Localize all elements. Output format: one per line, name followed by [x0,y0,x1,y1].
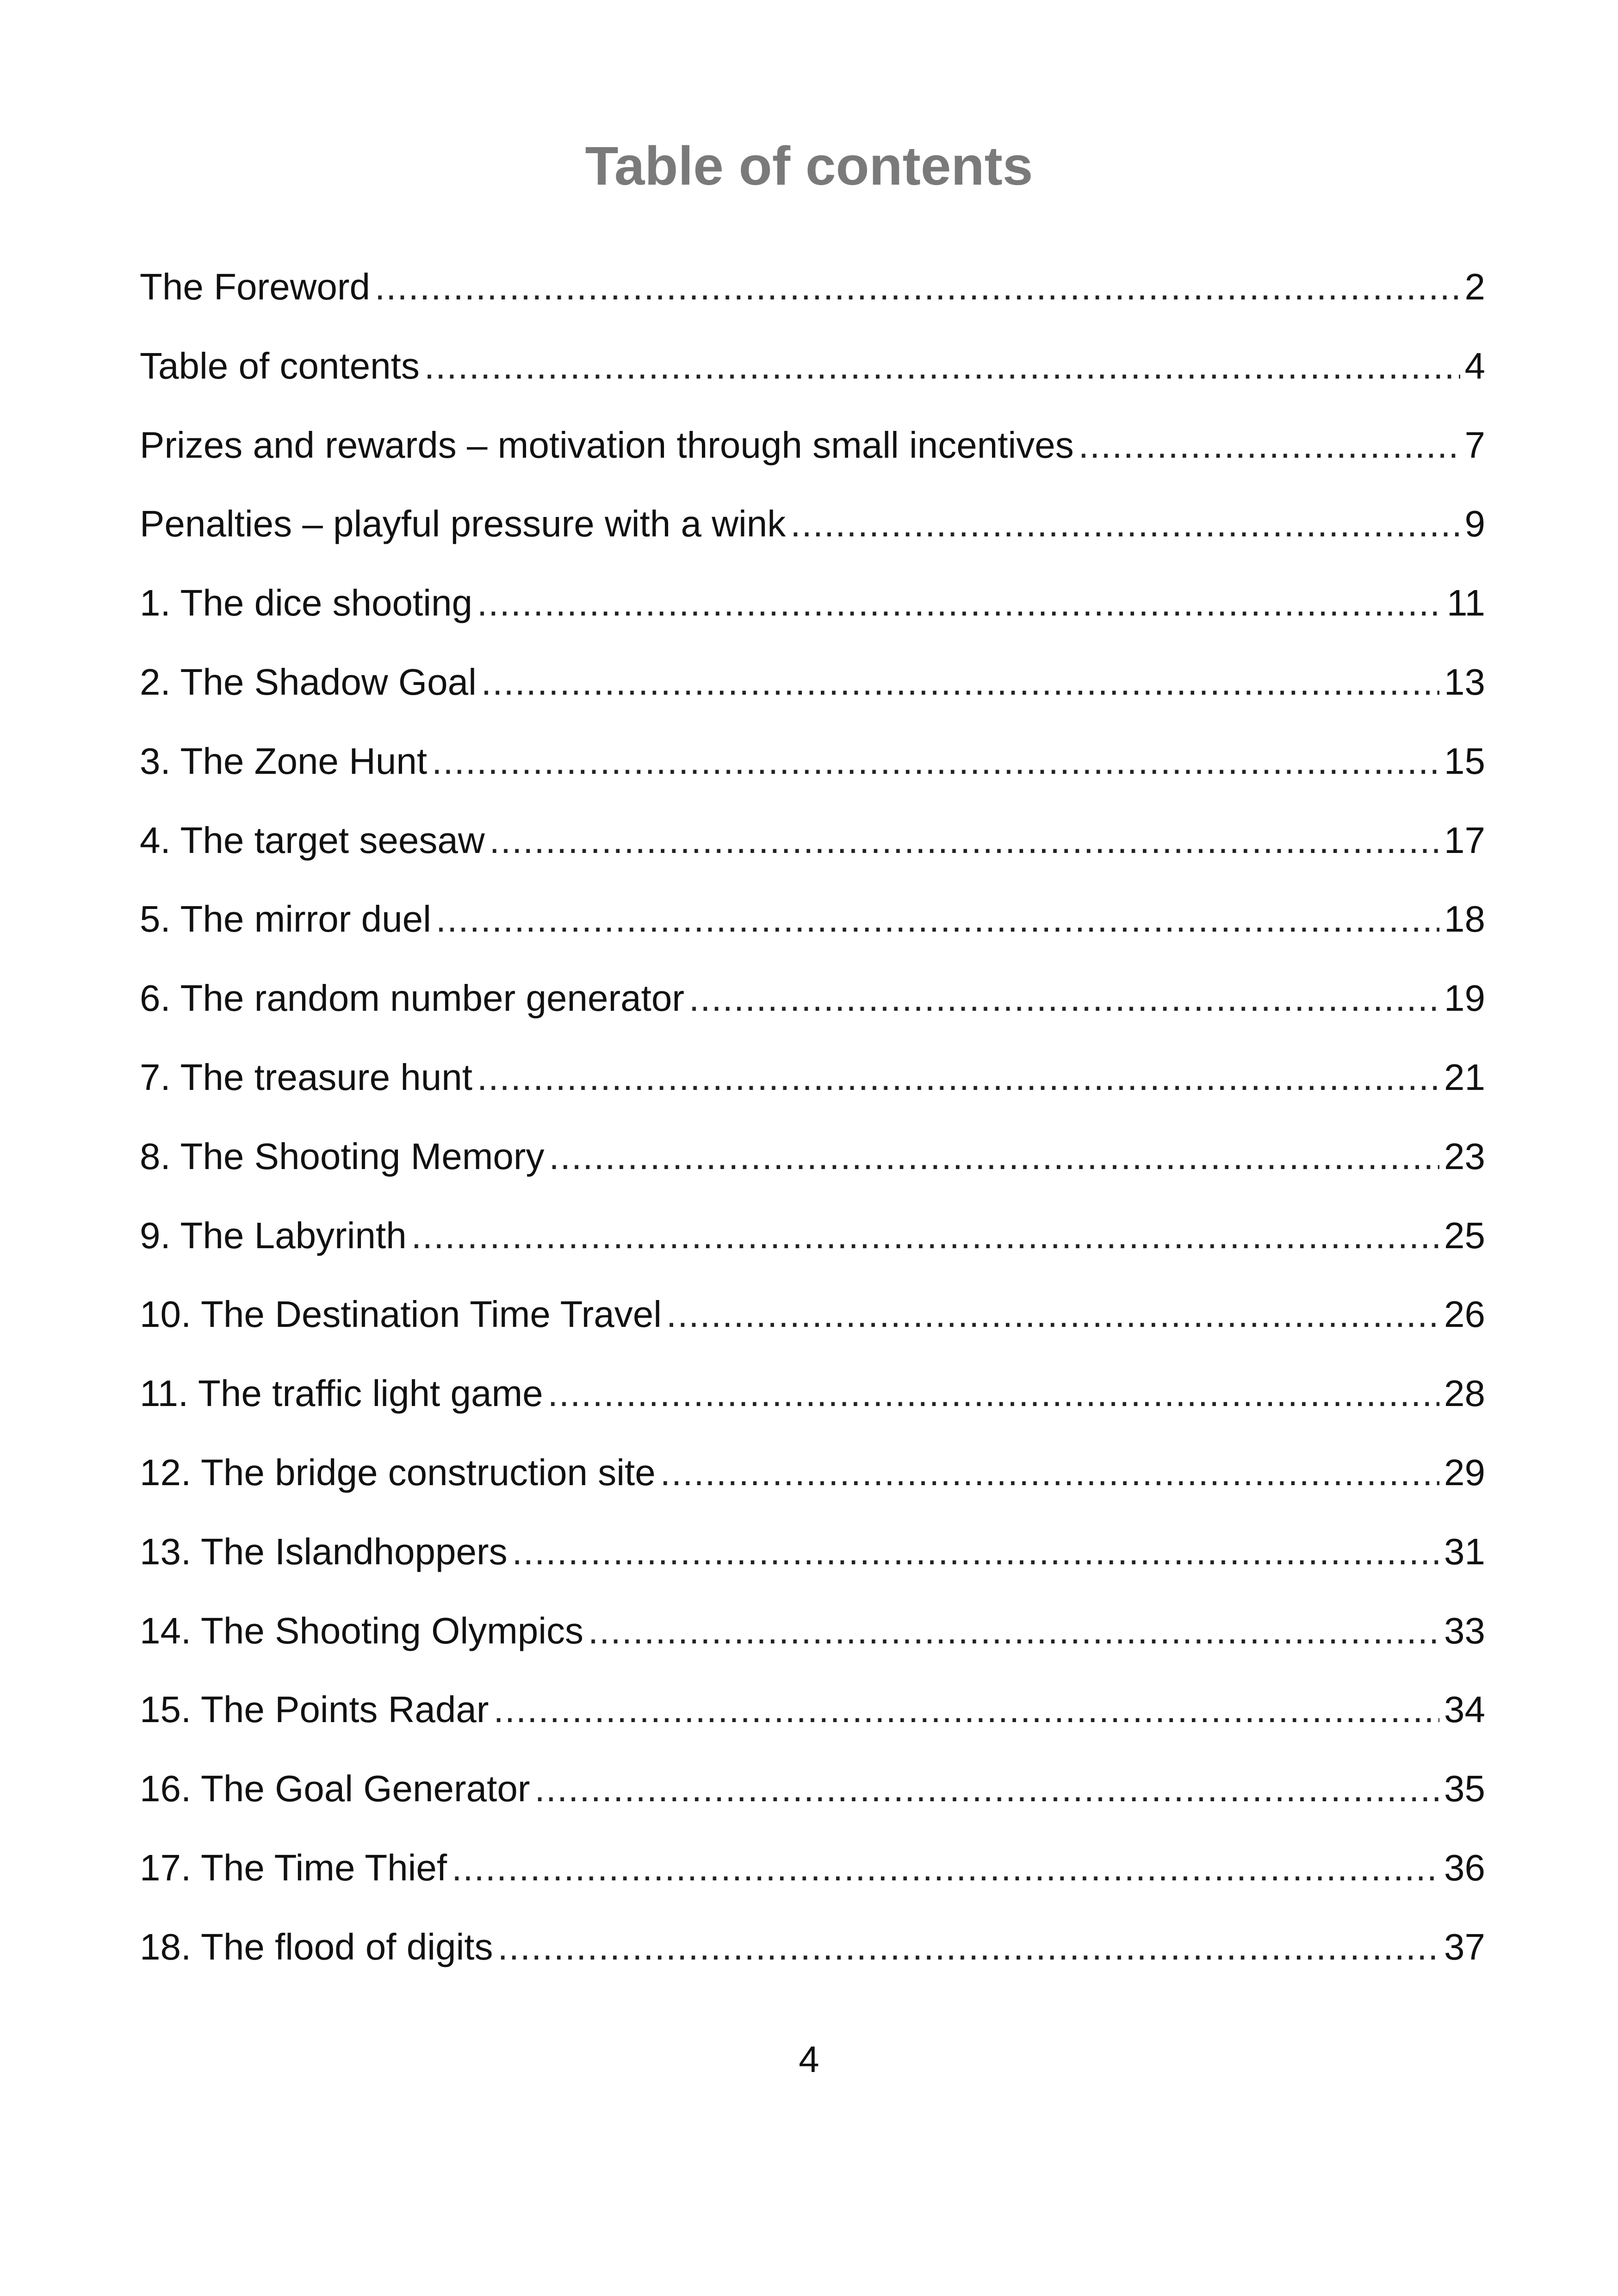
toc-entry[interactable] [140,657,1485,736]
toc-entry-label: 2. The Shadow Goal [140,661,477,703]
toc-entry[interactable] [140,261,1485,341]
page-number: 4 [799,2039,819,2080]
toc-entry-page-number: 36 [1444,1847,1485,1888]
toc-entry[interactable] [140,1922,1485,2001]
dot-leader [689,973,1439,1024]
dot-leader [490,815,1439,866]
toc-entry-label: Table of contents [140,345,420,386]
toc-entry-label: 15. The Points Radar [140,1689,489,1730]
dot-leader [424,341,1460,392]
toc-entry-label: Prizes and rewards – motivation through small incentives [140,424,1074,466]
toc-entry-page-number: 34 [1444,1689,1485,1730]
dot-leader [432,736,1439,787]
toc-entry-page-number: 11 [1446,582,1485,624]
toc-entry-label: 13. The Islandhoppers [140,1531,508,1572]
dot-leader [497,1922,1439,1972]
toc-entry-page-number: 13 [1444,661,1485,703]
toc-entry-label: 10. The Destination Time Travel [140,1294,662,1335]
dot-leader [588,1605,1439,1656]
toc-entry-page-number: 7 [1464,424,1485,466]
toc-entry-page-number: 23 [1444,1135,1485,1177]
dot-leader [477,1052,1439,1103]
toc-entry-page-number: 21 [1444,1056,1485,1098]
toc-entry[interactable] [140,1210,1485,1289]
toc-entry-page-number: 18 [1444,898,1485,940]
toc-entry-page-number: 37 [1444,1926,1485,1967]
dot-leader [534,1763,1439,1814]
toc-entry-page-number: 9 [1464,503,1485,545]
toc-entry[interactable] [140,1447,1485,1526]
toc-entry[interactable] [140,736,1485,815]
dot-leader [1079,420,1460,471]
toc-entry-page-number: 4 [1464,345,1485,386]
dot-leader [660,1447,1439,1498]
toc-list [140,261,1485,2001]
toc-entry-label: 4. The target seesaw [140,819,485,861]
dot-leader [790,498,1460,549]
dot-leader [512,1526,1439,1577]
toc-entry[interactable] [140,1131,1485,1210]
toc-entry-label: 3. The Zone Hunt [140,740,428,782]
toc-entry-page-number: 28 [1444,1373,1485,1414]
toc-entry-label: 14. The Shooting Olympics [140,1610,584,1651]
toc-entry[interactable] [140,341,1485,420]
toc-entry-label: 18. The flood of digits [140,1926,493,1967]
toc-entry-label: 17. The Time Thief [140,1847,447,1888]
toc-entry-label: 1. The dice shooting [140,582,473,624]
page-title: Table of contents [585,136,1033,197]
dot-leader [548,1368,1439,1419]
toc-entry-page-number: 29 [1444,1451,1485,1493]
toc-entry[interactable] [140,1842,1485,1922]
toc-entry[interactable] [140,815,1485,894]
toc-entry-page-number: 31 [1444,1531,1485,1572]
toc-entry[interactable] [140,1368,1485,1447]
dot-leader [666,1289,1439,1340]
dot-leader [411,1210,1439,1261]
dot-leader [375,261,1460,312]
toc-entry-page-number: 25 [1444,1214,1485,1256]
toc-entry[interactable] [140,1052,1485,1131]
toc-entry-page-number: 35 [1444,1768,1485,1810]
toc-entry-page-number: 2 [1464,266,1485,307]
toc-entry[interactable] [140,1605,1485,1685]
toc-entry-page-number: 17 [1444,819,1485,861]
toc-entry-label: The Foreword [140,266,370,307]
toc-entry-label: 7. The treasure hunt [140,1056,472,1098]
toc-entry-label: Penalties – playful pressure with a wink [140,503,786,545]
toc-entry[interactable] [140,973,1485,1052]
toc-entry-label: 11. The traffic light game [140,1373,543,1414]
toc-entry-label: 6. The random number generator [140,977,684,1019]
dot-leader [494,1684,1439,1735]
toc-entry[interactable] [140,420,1485,499]
toc-entry[interactable] [140,578,1485,657]
toc-entry[interactable] [140,1526,1485,1605]
toc-entry[interactable] [140,894,1485,973]
dot-leader [452,1842,1439,1893]
toc-entry-page-number: 19 [1444,977,1485,1019]
toc-entry[interactable] [140,1763,1485,1842]
toc-entry-label: 9. The Labyrinth [140,1214,407,1256]
toc-entry-label: 8. The Shooting Memory [140,1135,545,1177]
toc-entry-page-number: 15 [1444,740,1485,782]
toc-entry-label: 16. The Goal Generator [140,1768,530,1810]
dot-leader [481,657,1439,708]
toc-entry-label: 12. The bridge construction site [140,1451,656,1493]
toc-entry[interactable] [140,1289,1485,1368]
toc-entry-label: 5. The mirror duel [140,898,431,940]
toc-entry-page-number: 33 [1444,1610,1485,1651]
dot-leader [549,1131,1439,1182]
dot-leader [477,578,1442,628]
toc-entry[interactable] [140,1684,1485,1763]
toc-entry[interactable] [140,498,1485,578]
dot-leader [436,894,1439,945]
toc-entry-page-number: 26 [1444,1294,1485,1335]
